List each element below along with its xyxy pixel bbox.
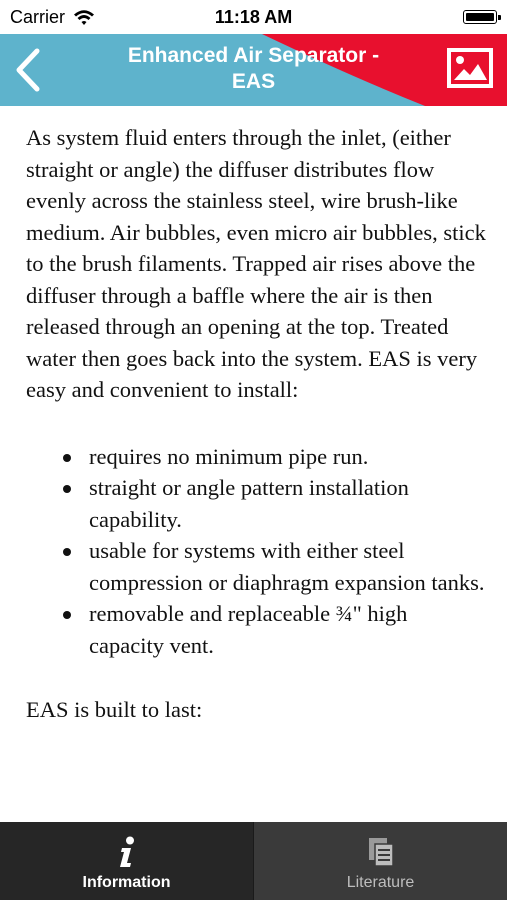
page-title-line1: Enhanced Air Separator - xyxy=(127,44,380,67)
page-title xyxy=(110,43,397,95)
list-item: usable for systems with either steel compression or diaphragm expansion tanks. xyxy=(89,535,486,598)
back-button[interactable] xyxy=(8,42,48,98)
documents-icon xyxy=(364,834,398,870)
list-item: requires no minimum pipe run. xyxy=(89,441,486,473)
tab-literature[interactable] xyxy=(253,822,507,900)
chevron-left-icon xyxy=(15,48,41,92)
tab-information-label: Information xyxy=(82,874,171,891)
status-time: 11:18 AM xyxy=(214,7,293,27)
page-title-line2: EAS xyxy=(231,70,276,93)
image-icon[interactable] xyxy=(447,48,493,88)
status-bar xyxy=(0,0,507,34)
tab-bar xyxy=(0,822,507,900)
list-item: removable and replaceable ¾" high capacity vent. xyxy=(89,598,486,661)
closing-paragraph: EAS is built to last: xyxy=(26,697,203,722)
tab-information[interactable] xyxy=(0,822,253,900)
carrier-label: Carrier xyxy=(10,7,66,27)
feature-list xyxy=(26,441,486,662)
info-icon xyxy=(110,834,144,870)
tab-literature-label: Literature xyxy=(346,874,415,891)
battery-icon xyxy=(463,10,497,24)
nav-bar xyxy=(0,34,507,106)
content-body xyxy=(26,122,486,726)
list-item: straight or angle pattern installation capability. xyxy=(89,472,486,535)
intro-paragraph: As system fluid enters through the inlet, (either straight or angle) the diffuser distributes flow evenly across the stainless steel, wire brush-like medium. Air bubbles, even micro air bubbles, stick to the brush filaments. Trapped air rises above the diffuser through a baffle where the air is then released through an opening at the top. Treated water then goes back into the system. EAS is very easy and convenient to install: xyxy=(26,125,486,402)
